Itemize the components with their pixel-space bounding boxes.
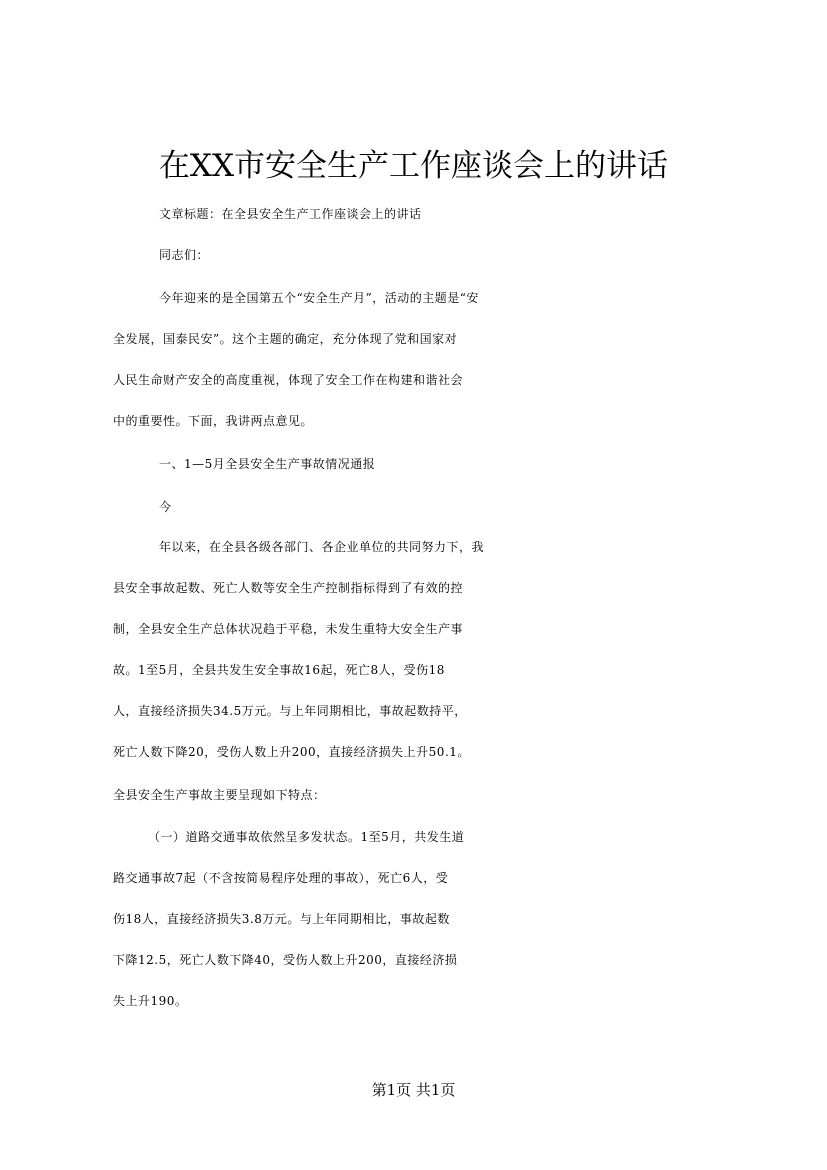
paragraph-line: （一）道路交通事故依然呈多发状态。1至5月，共发生道	[148, 830, 465, 844]
paragraph-line: 全发展，国泰民安”。这个主题的确定，充分体现了党和国家对	[113, 332, 458, 346]
paragraph-line: 伤18人，直接经济损失3.8万元。与上年同期相比，事故起数	[113, 912, 450, 926]
paragraph-line: 人民生命财产安全的高度重视，体现了安全工作在构建和谐社会	[113, 373, 464, 387]
section-heading: 一、1—5月全县安全生产事故情况通报	[159, 457, 376, 471]
paragraph-line: 今年迎来的是全国第五个“安全生产月”，活动的主题是“安	[159, 291, 479, 305]
document-title: 在XX市安全生产工作座谈会上的讲话	[158, 148, 669, 184]
paragraph-line: 故。1至5月，全县共发生安全事故16起，死亡8人，受伤18	[113, 663, 445, 677]
paragraph-line: 县安全事故起数、死亡人数等安全生产控制指标得到了有效的控	[113, 581, 464, 595]
paragraph-line: 中的重要性。下面，我讲两点意见。	[113, 414, 314, 428]
paragraph-line: 全县安全生产事故主要呈现如下特点：	[113, 788, 326, 802]
paragraph-line: 人，直接经济损失34.5万元。与上年同期相比，事故起数持平，	[113, 704, 467, 718]
paragraph-line: 下降12.5，死亡人数下降40，受伤人数上升200，直接经济损	[113, 953, 458, 967]
paragraph-line: 年以来，在全县各级各部门、各企业单位的共同努力下，我	[159, 540, 485, 554]
page-number-footer: 第1页 共1页	[371, 1081, 456, 1099]
paragraph-line: 制，全县安全生产总体状况趋于平稳，未发生重特大安全生产事	[113, 622, 464, 636]
paragraph-line: 死亡人数下降20，受伤人数上升200，直接经济损失上升50.1。	[113, 745, 470, 759]
paragraph-line: 路交通事故7起（不含按简易程序处理的事故），死亡6人，受	[113, 871, 449, 885]
salutation-line: 同志们：	[159, 248, 210, 262]
paragraph-line: 失上升190。	[113, 994, 188, 1008]
article-title-line: 文章标题：在全县安全生产工作座谈会上的讲话	[159, 207, 422, 221]
paragraph-line: 今	[159, 500, 172, 514]
